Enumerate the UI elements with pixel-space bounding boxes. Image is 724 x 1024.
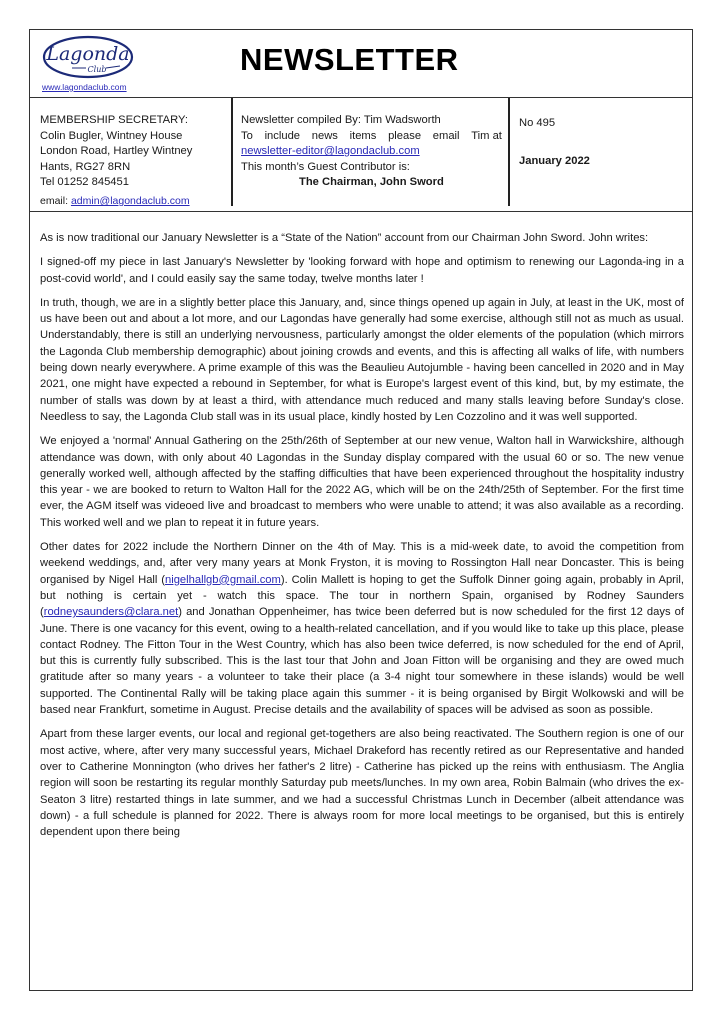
include-news-line xyxy=(241,129,502,145)
paragraph: Apart from these larger events, our local and regional get-togethers are also being reactivated. The Southern region is one of our most active, where, after very many successful years, Michael Drakeford has recently retired as our Representative and handed over to Catherine Monnington (who drives her father's 2 litre) - Catherine has picked up the reins with enthusiasm. The Anglia region will soon be restarting its regular monthly Saturday pub meets/lunches. In my own area, Robin Balmain (who drives the ex-Seaton 3 litre) restarted things in late summer, and we had a successful Christmas Lunch in December (albeit attendance was down) - a full schedule is planned for 2022. There is always room for more local meetings to be organised, but this is entirely dependent upon there being xyxy=(40,728,684,839)
editor-block xyxy=(231,98,508,206)
phone-line: Tel 01252 845451 xyxy=(40,176,129,189)
paragraph xyxy=(40,539,684,718)
masthead xyxy=(30,30,692,98)
svg-text:Lagonda: Lagonda xyxy=(46,43,130,65)
rodney-saunders-email-link[interactable]: rodneysaunders@clara.net xyxy=(43,606,179,619)
paragraph: I signed-off my piece in last January's Newsletter by 'looking forward with hope and optimism to renewing our Lagonda-ing in a post-covid world', and I could easily say the same today, twelve months later ! xyxy=(40,256,684,285)
issue-number: No 495 xyxy=(519,117,556,129)
compiled-by: Newsletter compiled By: Tim Wadsworth xyxy=(241,114,441,126)
editor-email-link[interactable]: newsletter-editor@lagondaclub.com xyxy=(241,145,420,158)
lagonda-club-logo-icon xyxy=(42,35,134,79)
newsletter-title: NEWSLETTER xyxy=(240,42,459,77)
address-line: Hants, RG27 8RN xyxy=(40,160,131,173)
guest-contributor-label: This month’s Guest Contributor is: xyxy=(241,160,410,173)
nigel-hall-email-link[interactable]: nigelhallgb@gmail.com xyxy=(165,573,281,586)
svg-text:Club: Club xyxy=(87,65,107,74)
paragraph: In truth, though, we are in a slightly better place this January, and, since things opened up again in July, at least in the UK, most of us have been out and about a lot more, and our Lagondas have generally had some exercise, although still not as much as usual. Understandably, there is still an underlying nervousness, particularly amongst the older elements of the population (which mirrors the Lagonda Club membership demographic) about joining crowds and events, and this is affecting all walks of life, with numbers being down nearly everywhere. A prime example of this was the Beaulieu Autojumble - having been cancelled in 2020 and in May 2021, one might have expected a rebound in September, for what is Europe's largest event of this kind, but, by my estimate, the number of stalls was down by at least a third, with attendance much reduced and many stalls leaving before Sunday's close. Needless to say, the Lagonda Club stall was in its usual place, kindly hosted by Len Cozzolino and it was well supported. xyxy=(40,296,684,423)
website-link[interactable]: www.lagondaclub.com xyxy=(42,82,127,92)
info-row xyxy=(30,98,692,212)
issue-block xyxy=(508,98,694,206)
text: ). Colin Mallett is hoping to get the Suffolk Dinner going again, probably in April, but nothing is certain yet - watch this space. The tour in northern Spain, organised by Rodney Saunders ( xyxy=(40,573,684,619)
address-line: Colin Bugler, Wintney House xyxy=(40,129,183,142)
word: To xyxy=(241,129,253,142)
text: Other dates for 2022 include the Northern Dinner on the 4th of May. This is a mid-week date, to avoid the competition from weekend weddings, and, after very many years at Monk Fryston, it is moving to Rossington Hall near Doncaster. This is being organised by Nigel Hall ( xyxy=(40,541,684,586)
address-line: London Road, Hartley Wintney xyxy=(40,145,193,158)
word: email xyxy=(432,129,460,142)
membership-heading: MEMBERSHIP SECRETARY: xyxy=(40,114,188,126)
article-body xyxy=(40,230,684,848)
membership-email-link[interactable]: admin@lagondaclub.com xyxy=(70,194,190,207)
word: Tim at xyxy=(471,129,502,142)
word: news xyxy=(311,129,338,142)
word: include xyxy=(264,129,301,142)
membership-email-line xyxy=(40,194,231,210)
membership-secretary-block xyxy=(30,98,231,211)
issue-date: January 2022 xyxy=(519,154,590,167)
text: ) and Jonathan Oppenheimer, has twice been deferred but is now scheduled for the first 12 days of June. There is one vacancy for this event, owing to a health-related cancellation, and if you would like to take up this place, please contact Rodney. The Fitton Tour in the West Country, which has also been twice deferred, is now scheduled for the end of April, but this is currently fully subscribed. This is the last tour that John and Joan Fitton will be organising and they are owed much gratitude after so many years - a volunteer to take their place (a 3-4 night tour somewhere in these islands) would be well supported. The Continental Rally will be taking place again this summer - it is being organised by Birgit Wolkowski and will be based near Frankfurt, sometime in August. Precise details and the availability of spaces will be advised as soon as possible. xyxy=(40,606,684,717)
guest-contributor-name: The Chairman, John Sword xyxy=(299,176,444,189)
newsletter-frame xyxy=(29,29,693,991)
paragraph-intro: As is now traditional our January Newsletter is a “State of the Nation” account from our Chairman John Sword. John writes: xyxy=(40,232,649,244)
word: items xyxy=(349,129,377,142)
email-label: email: xyxy=(40,194,71,207)
word: please xyxy=(388,129,422,142)
paragraph: We enjoyed a 'normal' Annual Gathering on the 25th/26th of September at our new venue, Walton hall in Warwickshire, although attendance was down, with only about 40 Lagondas in the Sunday display compared with the usual 60 or so. The new venue generally worked well, although affected by the staffing difficulties that have been experienced throughout the hospitality industry this year - we are booked to return to Walton Hall for the 2022 AG, which will be on the 24th/25th of September. For the first time ever, the AGM itself was videoed live and broadcast to members who were unable to attend; it was also available as a recording. This worked well and we plan to repeat it in future years. xyxy=(40,435,684,529)
